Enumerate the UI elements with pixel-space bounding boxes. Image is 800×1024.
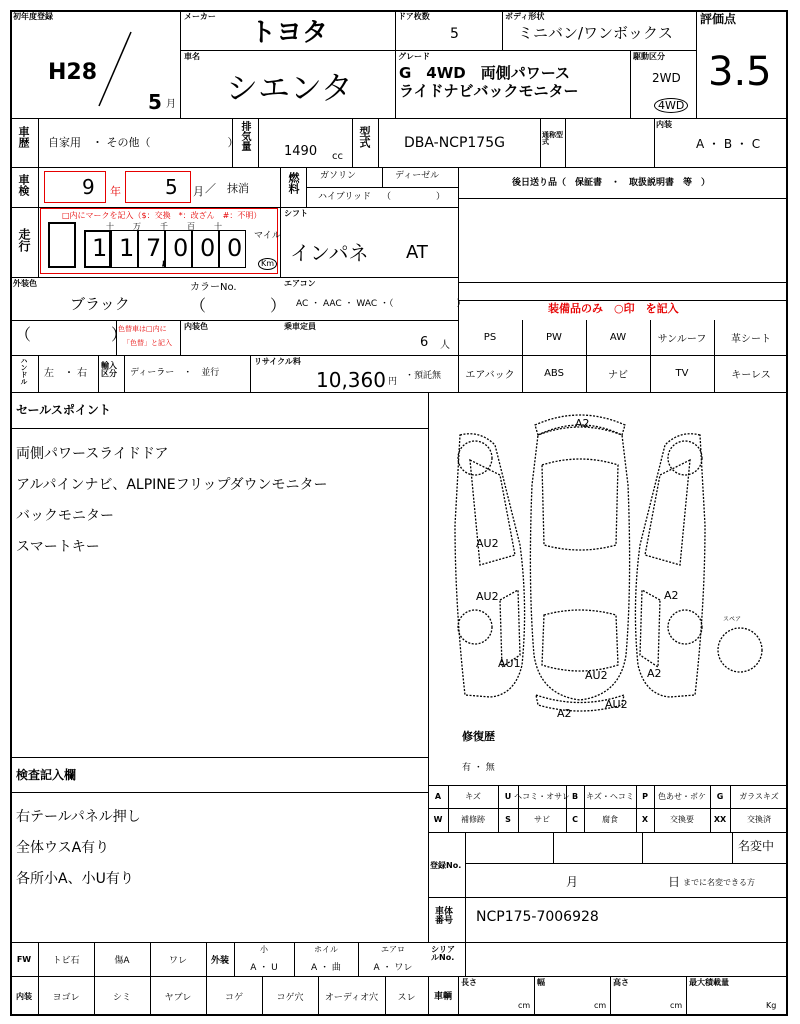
divider [696,10,697,118]
color-change-note2: 「色替」と記入 [123,339,172,347]
aircon-value: AC ・ AAC ・ WAC ・（ ） [296,299,466,309]
divider [565,118,566,167]
int-item: ヤブレ [164,992,192,1003]
model-value: DBA-NCP175G [404,135,505,151]
recycle-note: ・預託無 [405,371,442,381]
fuel-gas: ガソリン [320,171,357,181]
divider [180,10,181,118]
reg-month-unit: 月 [166,99,176,110]
legend-desc: 交換要 [670,815,694,824]
equipment-item: PW [546,332,562,343]
legend-desc: 補修跡 [461,815,485,824]
damage-mark: AU1 [498,657,521,670]
color-no-label: カラーNo. [190,282,237,293]
maker-value: トヨタ [250,18,329,48]
inspection-year: 9 [82,175,95,199]
damage-mark: AU2 [605,698,628,711]
divider [38,355,39,392]
legend-desc: サビ [534,815,550,824]
divider [10,118,788,119]
divider [180,320,181,355]
divider [352,118,353,167]
fuel-hybrid: ハイブリッド [318,192,372,202]
grade-line1: G 4WD 両側パワース [399,64,570,82]
damage-mark: AU2 [585,669,608,682]
damage-mark: A2 [575,417,590,430]
body-value: ミニバン/ワンボックス [518,24,673,42]
recycle-label: リサイクル料 [254,357,301,366]
equipment-item: ABS [544,368,564,379]
mileage-tag: 万 [133,222,141,231]
inspection-month-box [125,171,191,203]
inspect-note: 各所小A、小U有り [16,871,134,887]
fuel-other: （ ） [382,192,446,202]
inspection-month-unit: 月 [193,185,204,198]
repair-label: 修復歴 [462,730,495,743]
model-label: 型式 [358,126,371,148]
legend-code: C [572,815,578,824]
mileage-note: □内にマークを記入（$：交換 *：改ざん #：不明） [62,211,262,220]
inspect-note: 右テールパネル押し [16,809,141,825]
divider [630,50,631,118]
drive-2wd: 2WD [652,71,681,85]
interior-color-label: 内装色 [184,322,208,331]
name-change: 名変中 [738,839,775,853]
mileage-digit: 0 [227,234,243,262]
damage-mark: A2 [664,589,679,602]
mileage-tag: 百 [187,222,195,231]
color-change-note1: 色替車は□内に [118,325,167,333]
mileage-tag: 千 [160,222,168,231]
regno-note: までに名変できる方 [683,878,755,887]
ext-value: A ・ U [250,962,278,973]
reg-label: 初年度登録 [13,12,53,21]
divider [250,355,251,392]
sales-point: バックモニター [16,508,114,524]
shift-value: インパネ [290,241,369,265]
import-value: ディーラー ・ 並行 [130,368,220,378]
equipment-title: 装備品のみ ○印 を記入 [548,302,679,315]
mileage-digit: 0 [173,234,189,262]
history-value: 自家用 ・ その他（ ） [48,136,239,149]
interior-grade-label: 内装 [656,120,672,129]
legend-desc: キズ・ヘコミ [586,792,634,801]
ext-value: A ・ ワレ [373,962,413,973]
int-item: コゲ [224,992,243,1003]
legend-code: A [434,792,442,801]
sales-point: アルパインナビ、ALPINEフリップダウンモニター [16,477,328,493]
int-item: ヨゴレ [52,992,80,1003]
dim-unit-cm: cm [670,1001,683,1010]
divider [38,118,39,167]
legend-code: S [505,815,511,824]
legend-code: XX [713,815,727,824]
history-label: 車歴 [17,126,30,148]
vin-value: NCP175-7006928 [476,909,599,925]
shift-type: AT [406,242,428,263]
mileage-comma: , [161,248,168,269]
mileage-label: 走行 [17,228,31,252]
divider [540,118,541,167]
int-item: スレ [397,992,416,1003]
divider [10,392,788,393]
regno-day: 日 [668,875,681,889]
displacement-value: 1490 [284,144,318,159]
common-model-label: 通称型式 [542,131,563,146]
fw-item: ワレ [168,955,187,966]
int-label: 内装 [16,991,32,1001]
legend-desc: 腐食 [602,815,618,824]
regno-month: 月 [566,875,579,889]
damage-mark: A2 [557,707,572,720]
handle-value: 左 ・ 右 [44,368,88,379]
mileage-tag: 十 [106,222,114,231]
divider [458,300,788,301]
legend-code: P [642,792,648,801]
legend-desc: ヘコミ・オサレ [514,792,570,801]
legend-code: B [571,792,579,801]
equipment-item: TV [675,368,689,379]
damage-mark: AU2 [476,537,499,550]
int-item: シミ [112,992,131,1003]
divider [10,792,428,793]
ext-sub: 小 [260,944,268,954]
divider [428,897,788,898]
legend-code: X [641,815,649,824]
divider [642,832,643,863]
divider [465,863,788,864]
reg-month: 5 [148,90,162,114]
legend-desc: キズ [465,792,481,801]
equipment-item: AW [609,332,627,343]
sales-title: セールスポイント [16,403,111,417]
mileage-km: Km [258,258,277,270]
divider [465,942,466,976]
grade-line2: ライドナビバックモニター [399,82,579,100]
recycle-unit: 円 [388,377,398,387]
drive-4wd: 4WD [654,98,688,113]
divider [428,392,429,942]
displacement-label: 排気量 [239,121,250,151]
divider [534,976,535,1016]
car-damage-diagram [440,405,780,725]
score-label: 評価点 [700,12,737,26]
legend-desc: 色あせ・ボケ [658,792,706,801]
equipment-item: サンルーフ [657,334,707,345]
mileage-digit: 0 [200,234,216,262]
body-label: ボディ形状 [505,12,545,21]
capacity-value: 6 [420,335,429,350]
dim-weight: 最大積載量 [689,978,729,987]
divider [502,10,503,50]
serial-label: シリアルNo. [431,945,455,962]
mileage-digit: 1 [119,234,135,262]
divider [10,320,458,321]
ext-value: A ・ 曲 [311,962,341,973]
dims-label: 車輌 [434,992,453,1002]
dim-length: 長さ [461,978,477,987]
ext-color-value: ブラック [70,295,130,313]
divider [124,355,125,392]
divider [553,832,554,863]
dim-width: 幅 [537,978,545,987]
divider [306,187,458,188]
ext-sub: ホイル [314,944,338,954]
inspection-year-box [44,171,106,203]
divider [98,355,99,392]
regno-label: 登録No. [430,861,462,870]
grade-label: グレード [398,52,430,61]
mileage-tag: 十 [214,222,222,231]
dim-unit-cm: cm [518,1001,531,1010]
later-items-label: 後日送り品（ 保証書 ・ 取扱説明書 等 ） [512,178,711,188]
sales-point: 両側パワースライドドア [16,446,169,462]
equipment-item: 革シート [731,334,771,345]
divider [654,118,655,167]
divider [428,832,788,833]
divider [378,118,379,167]
vin-label: 車体番号 [435,907,454,926]
doors-label: ドア枚数 [398,12,430,21]
aircon-label: エアコン [284,279,316,288]
dim-unit-cm: cm [594,1001,607,1010]
score-value: 3.5 [708,49,772,95]
damage-mark: AU2 [476,590,499,603]
fuel-label: 燃料 [287,172,300,194]
carname-value: シエンタ [226,69,353,107]
ext-sub: エアロ [381,944,405,954]
equipment-item: キーレス [731,370,771,381]
dim-unit-kg: Kg [766,1001,777,1010]
reg-era: H28 [48,60,98,85]
divider [458,282,788,283]
displacement-unit: cc [332,151,343,162]
reg-slash [95,30,135,110]
inspection-year-unit: 年 [110,185,121,198]
recycle-value: 10,360 [316,368,386,392]
handle-label: ハンドル [20,357,28,385]
repair-value: 有 ・ 無 [462,763,495,773]
color-no-paren: （ ） [190,296,287,315]
divider [610,976,611,1016]
divider [280,167,281,277]
mileage-digit: 1 [92,234,108,262]
mileage-mark-box [48,222,76,268]
equipment-item: ナビ [608,370,628,381]
int-item: コゲ穴 [276,992,304,1003]
divider [10,167,788,168]
divider [10,757,428,758]
inspection-label: 車検 [17,174,30,196]
divider [465,832,466,897]
capacity-label: 乗車定員 [284,322,316,331]
spare-label: スペア [723,616,742,623]
inspection-cancel: ／ 抹消 [205,182,249,195]
capacity-unit: 人 [440,340,450,351]
divider [10,277,458,278]
int-item: オーディオ穴 [324,992,379,1003]
divider [180,50,696,51]
equipment-item: PS [483,332,497,343]
import-label: 輸入区分 [101,361,117,378]
doors-value: 5 [450,26,459,42]
maker-label: メーカー [184,12,216,21]
divider [382,167,383,187]
divider [258,118,259,167]
inspect-note: 全体ウスA有り [16,840,110,856]
dim-height: 高さ [613,978,629,987]
inspection-month: 5 [165,175,178,199]
legend-code: W [433,815,443,824]
legend-desc: ガラスキズ [739,792,779,801]
legend-desc: 交換済 [747,815,771,824]
divider [732,832,733,863]
ext-color-label: 外装色 [13,279,37,288]
mileage-digit: 7 [146,234,162,262]
legend-code: G [716,792,724,801]
mileage-unit: マイル [254,231,281,241]
drive-label: 駆動区分 [633,52,665,61]
carname-label: 車名 [184,52,200,61]
fw-label: FW [16,954,32,964]
shift-label: シフト [284,209,308,218]
divider [458,976,459,1016]
fuel-diesel: ディーゼル [395,171,440,181]
divider [465,897,466,942]
sales-point: スマートキー [16,539,100,555]
divider [38,207,39,277]
equipment-item: エアバック [465,370,515,381]
divider [428,976,429,1016]
divider [10,428,428,429]
divider [686,976,687,1016]
damage-mark: A2 [647,667,662,680]
inspect-title: 検査記入欄 [16,768,77,782]
divider [458,198,788,199]
divider [38,167,39,207]
ext-label: 外装 [210,955,229,966]
divider [395,10,396,118]
fw-item: トビ石 [52,955,80,966]
ext-color-paren: （ ） [15,325,128,344]
fw-item: 傷A [114,955,130,966]
interior-grade-value: A ・ B ・ C [696,137,761,151]
legend-code: U [504,792,512,801]
